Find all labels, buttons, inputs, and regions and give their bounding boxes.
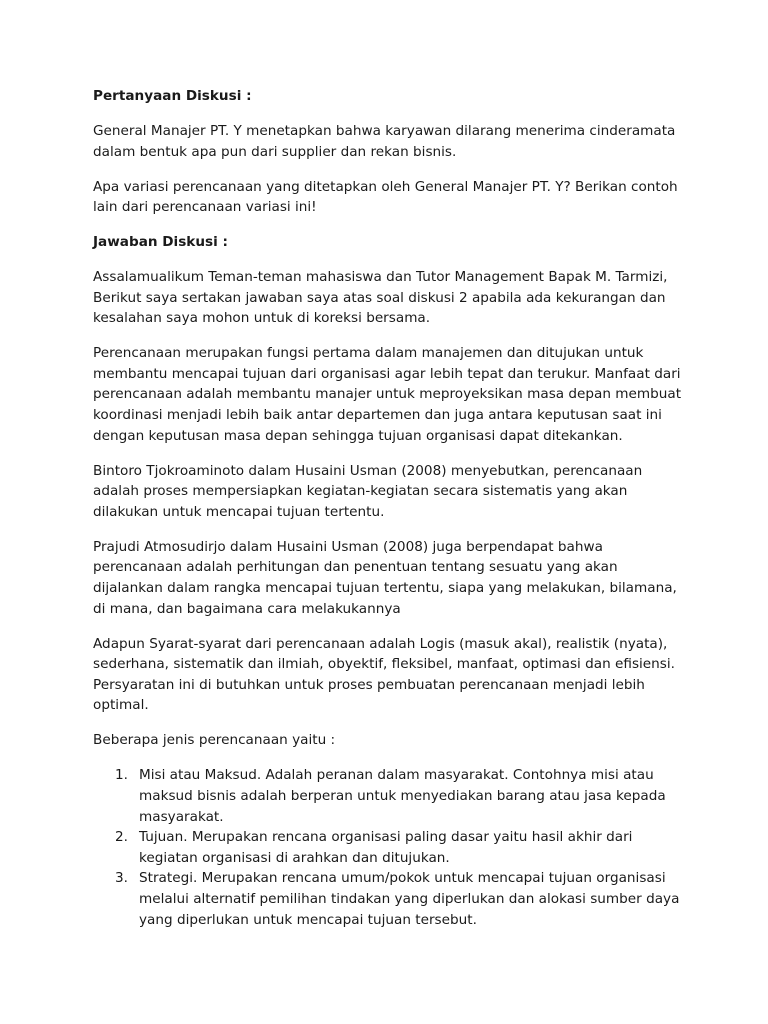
- list-item-text: Strategi. Merupakan rencana umum/pokok untuk mencapai tujuan organisasi melalui alternatif pemilihan tindakan yang diperlukan dan alokasi sumber daya yang diperlukan untuk mencapai tujuan tersebut.: [139, 870, 680, 928]
- list-item: [93, 868, 683, 930]
- list-item-number: 2.: [115, 829, 128, 846]
- list-item: [93, 827, 683, 868]
- list-item-number: 1.: [115, 767, 128, 784]
- list-intro: Beberapa jenis perencanaan yaitu :: [93, 732, 336, 749]
- answer-paragraph-5: Adapun Syarat-syarat dari perencanaan adalah Logis (masuk akal), realistik (nyata), sederhana, sistematik dan ilmiah, obyektif, fleksibel, manfaat, optimasi dan efisiensi. Persyaratan ini di butuhkan untuk proses pembuatan perencanaan menjadi lebih optimal.: [93, 635, 675, 714]
- planning-types-list: [93, 765, 683, 930]
- list-item: [93, 765, 683, 827]
- question-heading: Pertanyaan Diskusi :: [93, 88, 252, 104]
- question-paragraph-2: Apa variasi perencanaan yang ditetapkan oleh General Manajer PT. Y? Berikan contoh lain dari perencanaan variasi ini!: [93, 178, 678, 216]
- answer-heading: Jawaban Diskusi :: [93, 234, 228, 251]
- answer-paragraph-1: Assalamualikum Teman-teman mahasiswa dan Tutor Management Bapak M. Tarmizi, Berikut saya sertakan jawaban saya atas soal diskusi 2 apabila ada kekurangan dan kesalahan saya mohon untuk di koreksi bersama.: [93, 269, 668, 327]
- document-body: [93, 86, 683, 930]
- question-paragraph-1: General Manajer PT. Y menetapkan bahwa karyawan dilarang menerima cinderamata dalam bentuk apa pun dari supplier dan rekan bisnis.: [93, 122, 676, 160]
- list-item-text: Tujuan. Merupakan rencana organisasi paling dasar yaitu hasil akhir dari kegiatan organisasi di arahkan dan ditujukan.: [139, 829, 633, 866]
- answer-paragraph-4: Prajudi Atmosudirjo dalam Husaini Usman (2008) juga berpendapat bahwa perencanaan adalah perhitungan dan penentuan tentang sesuatu yang akan dijalankan dalam rangka mencapai tujuan tertentu, siapa yang melakukan, bilamana, di mana, dan bagaimana cara melakukannya: [93, 538, 677, 617]
- list-item-number: 3.: [115, 870, 128, 887]
- list-item-text: Misi atau Maksud. Adalah peranan dalam masyarakat. Contohnya misi atau maksud bisnis adalah berperan untuk menyediakan barang atau jasa kepada masyarakat.: [139, 767, 666, 825]
- answer-paragraph-2: Perencanaan merupakan fungsi pertama dalam manajemen dan ditujukan untuk membantu mencapai tujuan dari organisasi agar lebih tepat dan terukur. Manfaat dari perencanaan adalah membantu manajer untuk meproyeksikan masa depan membuat koordinasi menjadi lebih baik antar departemen dan juga antara keputusan saat ini dengan keputusan masa depan sehingga tujuan organisasi dapat ditekankan.: [93, 345, 682, 444]
- answer-paragraph-3: Bintoro Tjokroaminoto dalam Husaini Usman (2008) menyebutkan, perencanaan adalah proses mempersiapkan kegiatan-kegiatan secara sistematis yang akan dilakukan untuk mencapai tujuan tertentu.: [93, 462, 643, 520]
